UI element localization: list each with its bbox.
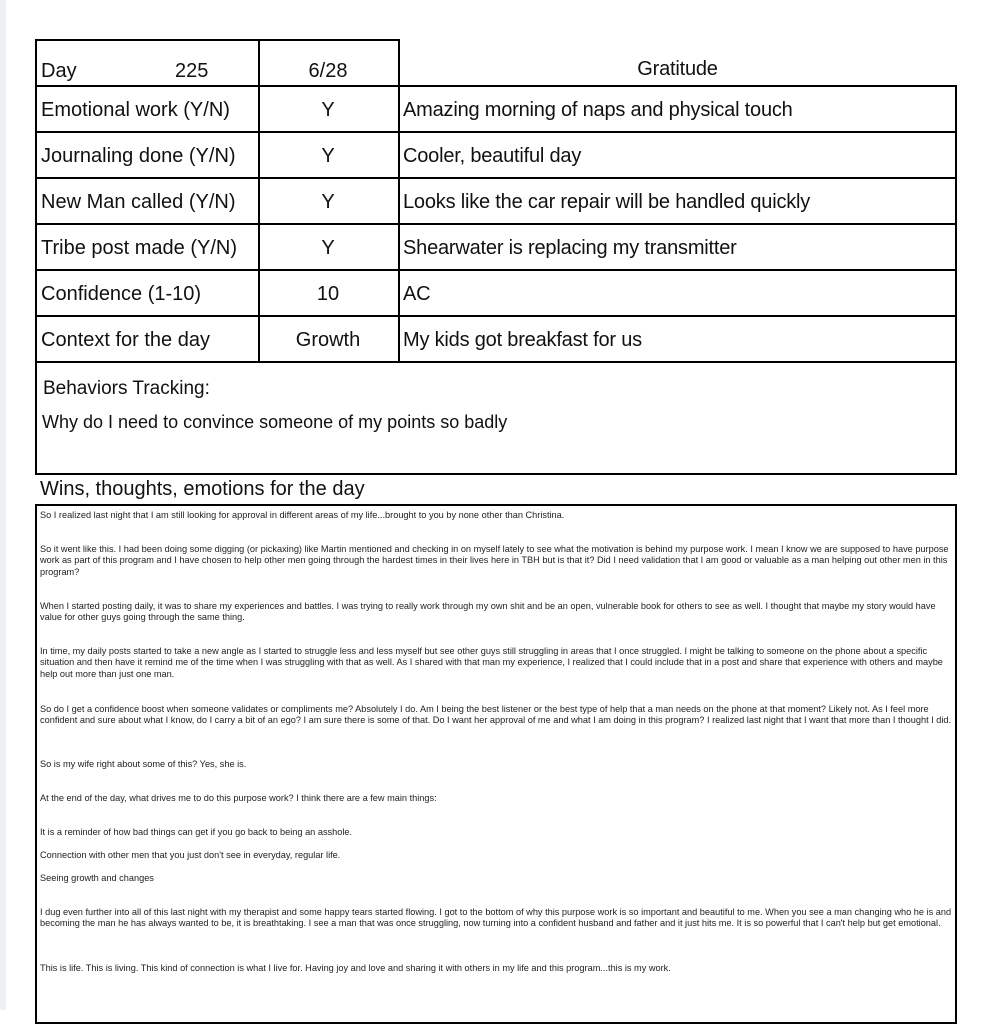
row-value: Y xyxy=(258,225,400,271)
row-label: Context for the day xyxy=(35,317,260,363)
journal-paragraph: So is my wife right about some of this? Yes, she is. xyxy=(40,759,247,769)
tracker-row-confidence xyxy=(35,271,957,317)
row-label: Journaling done (Y/N) xyxy=(35,133,260,179)
gratitude-item: Cooler, beautiful day xyxy=(398,133,957,179)
wins-section-title: Wins, thoughts, emotions for the day xyxy=(40,478,365,500)
tracker-row-emotional-work xyxy=(35,87,957,133)
wins-journal-box xyxy=(35,504,957,1024)
row-label: Tribe post made (Y/N) xyxy=(35,225,260,271)
behaviors-title: Behaviors Tracking: xyxy=(43,378,210,399)
gratitude-item: Shearwater is replacing my transmitter xyxy=(398,225,957,271)
journal-paragraph: In time, my daily posts started to take a new angle as I started to struggle less and less myself but see other guys still struggling in areas that I once struggled. I might be talking to someone on the phone about a specific situation and then have it remind me of the time when I was struggling with that as well. As I shared with that man my experience, I realized that I could include that in a post and share that experience with others and maybe help out more than just one man. xyxy=(40,646,943,679)
tracker-row-new-man-called xyxy=(35,179,957,225)
gratitude-item: AC xyxy=(398,271,957,317)
row-label: Emotional work (Y/N) xyxy=(35,87,260,133)
behaviors-tracking-box xyxy=(35,362,957,475)
gratitude-item: Amazing morning of naps and physical touch xyxy=(398,87,957,133)
day-label: Day xyxy=(41,60,77,82)
day-cell xyxy=(35,39,260,87)
row-label: Confidence (1-10) xyxy=(35,271,260,317)
journal-paragraph: At the end of the day, what drives me to do this purpose work? I think there are a few main things: xyxy=(40,793,437,803)
journal-paragraph: It is a reminder of how bad things can get if you go back to being an asshole. xyxy=(40,827,353,837)
tracker-header-row xyxy=(35,39,957,87)
row-value: 10 xyxy=(258,271,400,317)
day-number: 225 xyxy=(175,60,209,82)
journal-paragraph: This is life. This is living. This kind of connection is what I live for. Having joy and love and sharing it with others in my life and this program...this is my work. xyxy=(40,963,671,973)
journal-paragraph: So it went like this. I had been doing some digging (or pickaxing) like Martin mentioned and checking in on myself lately to see what the motivation is behind my purpose work. I mean I know we are supposed to have purpose work as part of this program and I have chosen to help other men going through the hardest times in their lives here in TBH but is that it? Did I need validation that I am good or valuable as a man helping out other men in this program? xyxy=(40,544,949,577)
row-value: Y xyxy=(258,133,400,179)
behaviors-text: Why do I need to convince someone of my points so badly xyxy=(42,412,508,432)
daily-tracker-table xyxy=(35,39,957,363)
tracker-row-context xyxy=(35,317,957,363)
gratitude-item: My kids got breakfast for us xyxy=(398,317,957,363)
journal-paragraph: Connection with other men that you just don't see in everyday, regular life. xyxy=(40,850,341,860)
row-value: Growth xyxy=(258,317,400,363)
row-label: New Man called (Y/N) xyxy=(35,179,260,225)
journal-paragraph: When I started posting daily, it was to share my experiences and battles. I was trying to really work through my own shit and be an open, vulnerable book for others to see as well. I thought that maybe my story would have value for other guys going through the same thing. xyxy=(40,601,936,623)
gratitude-item: Looks like the car repair will be handled quickly xyxy=(398,179,957,225)
tracker-row-tribe-post xyxy=(35,225,957,271)
journal-paragraph: I dug even further into all of this last night with my therapist and some happy tears started flowing. I got to the bottom of why this purpose work is so important and beautiful to me. When you see a man changing who he is and becoming the man he has always wanted to be, it is breathtaking. I see a man that was once struggling, now turning into a confident husband and father and it just hits me. It is so powerful that I can't help but get emotional. xyxy=(40,907,952,929)
gratitude-header: Gratitude xyxy=(398,39,957,87)
journal-paragraph: Seeing growth and changes xyxy=(40,873,154,883)
row-value: Y xyxy=(258,179,400,225)
date-cell: 6/28 xyxy=(258,39,400,87)
journal-paragraph: So do I get a confidence boost when someone validates or compliments me? Absolutely I do. Am I being the best listener or the best type of help that a man needs on the phone at that moment? Likely not. As I feel more confident and sure about what I know, do I carry a bit of an ego? I am sure there is some of that. Do I want her approval of me and what I am doing in this program? I realized last night that I want that more than I thought I did. xyxy=(40,704,952,726)
left-margin-strip xyxy=(0,0,6,1010)
row-value: Y xyxy=(258,87,400,133)
journal-paragraph: So I realized last night that I am still looking for approval in different areas of my life...brought to you by none other than Christina. xyxy=(40,510,565,520)
tracker-row-journaling xyxy=(35,133,957,179)
